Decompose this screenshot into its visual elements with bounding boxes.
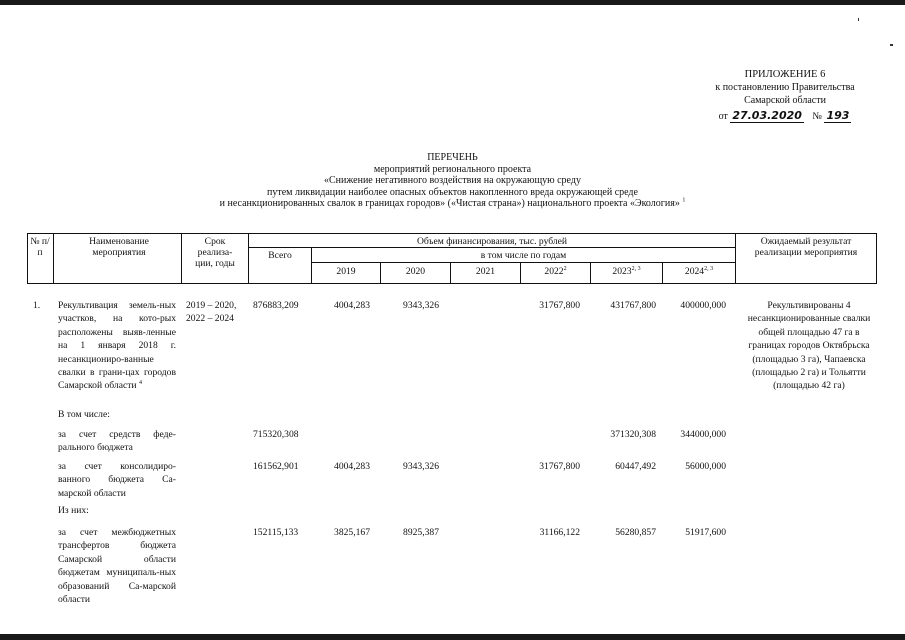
grid-line: [27, 233, 877, 234]
grid-line: [248, 247, 736, 248]
scan-speck: [890, 44, 893, 46]
label-of-them: Из них:: [58, 505, 89, 516]
heading-line-3: путем ликвидации наиболее опасных объектов накопленного вреда окружающей среде: [267, 186, 638, 198]
header-year-2024-label: 2024: [684, 266, 705, 277]
header-year-2022-label: 2022: [544, 266, 564, 277]
header-year-2023: [591, 266, 662, 277]
row-consolidated-2019: 4004,283: [334, 461, 370, 472]
footnote-mark: 1: [682, 198, 686, 205]
scan-speck: [858, 18, 859, 21]
label-including: В том числе:: [58, 409, 110, 420]
row-federal-2024: 344000,000: [680, 429, 726, 440]
row1-2022: 31767,800: [539, 300, 580, 311]
grid-line: [27, 233, 28, 283]
footnote-mark: 2, 3: [631, 265, 641, 272]
heading-line-1: мероприятий регионального проекта: [373, 163, 532, 175]
date-prefix: от: [718, 111, 728, 122]
row-federal-2023: 371320,308: [610, 429, 656, 440]
header-result: Ожидаемый результат реализации мероприятия: [754, 236, 858, 258]
header-total: Всего: [268, 250, 292, 261]
grid-line: [876, 233, 877, 283]
row-consolidated-total: 161562,901: [253, 461, 299, 472]
header-year-2024: [663, 266, 735, 277]
header-financing: Объем финансирования, тыс. рублей: [416, 236, 568, 247]
appendix-block: [690, 68, 880, 123]
appendix-line-1: к постановлению Правительства: [715, 82, 855, 93]
header-year-2020: 2020: [405, 266, 426, 277]
heading-line-2: «Снижение негативного воздействия на окружающую среду: [324, 175, 581, 187]
scan-top-edge: [0, 0, 905, 5]
grid-line: [735, 233, 736, 283]
header-year-2022: [521, 266, 590, 277]
row1-result: Рекультивированы 4 несанкционированные свалки общей площадью 47 га в границах городов Октябрьска (площадью 3 га), Чапаевска (площадью 2 га) и Тольятти (площадью 42 га): [747, 300, 871, 392]
row-transfers-2024: 51917,600: [685, 527, 726, 538]
row1-2019: 4004,283: [334, 300, 370, 311]
row1-number: 1.: [33, 300, 41, 311]
row-consolidated-2020: 9343,326: [403, 461, 439, 472]
heading-line-4-text: и несанкционированных свалок в границах городов» («Чистая страна») национального проекта «Экология»: [219, 198, 680, 210]
row-transfers-2023: 56280,857: [615, 527, 656, 538]
grid-line: [311, 247, 312, 283]
row1-period: 2019 – 2020, 2022 – 2024: [186, 300, 237, 325]
heading-title: ПЕРЕЧЕНЬ: [427, 152, 478, 163]
row-transfers-2019: 3825,167: [334, 527, 370, 538]
appendix-date-line: [690, 109, 880, 123]
grid-line: [181, 233, 182, 283]
scan-bottom-edge: [0, 634, 905, 640]
grid-line: [27, 283, 877, 284]
row-transfers-2020: 8925,387: [403, 527, 439, 538]
row1-2023: 431767,800: [610, 300, 656, 311]
number-prefix: №: [812, 111, 822, 122]
row1-name-text: Рекультивация земель-ных участков, на кото-рых расположены выяв-ленные на 1 января 2018 г. несанкциониро-ванные свалки в грани-цах городов Самарской области: [58, 300, 176, 392]
row-consolidated-2024: 56000,000: [685, 461, 726, 472]
grid-line: [53, 233, 54, 283]
footnote-mark: 4: [138, 380, 142, 387]
header-number: № п/п: [30, 236, 50, 258]
header-period: Срок реализа-ции, годы: [195, 236, 235, 269]
row1-total: 876883,209: [253, 300, 299, 311]
grid-line: [311, 262, 736, 263]
header-by-years: в том числе по годам: [480, 250, 567, 261]
header-name: Наименование мероприятия: [89, 236, 149, 258]
row-consolidated-2023: 60447,492: [615, 461, 656, 472]
row-transfers-2022: 31166,122: [539, 527, 580, 538]
header-year-2023-label: 2023: [612, 266, 632, 277]
row-consolidated-2022: 31767,800: [539, 461, 580, 472]
header-year-2021: 2021: [475, 266, 496, 277]
row1-name: [58, 299, 176, 393]
appendix-title: ПРИЛОЖЕНИЕ 6: [744, 69, 826, 80]
row-federal-total: 715320,308: [253, 429, 299, 440]
row1-2020: 9343,326: [403, 300, 439, 311]
footnote-mark: 2: [563, 265, 567, 272]
row1-2024: 400000,000: [680, 300, 726, 311]
decree-date: 27.03.2020: [732, 109, 802, 122]
heading-line-4: [150, 198, 755, 210]
header-year-2019: 2019: [336, 266, 356, 277]
row-federal-name: за счет средств феде-рального бюджета: [58, 429, 176, 454]
grid-line: [248, 233, 249, 283]
decree-number: 193: [826, 109, 850, 122]
row-transfers-name: за счет межбюджетных трансфертов бюджета Самарской области бюджетам муниципаль-ных образований Са-марской области: [58, 527, 176, 606]
appendix-line-2: Самарской области: [744, 95, 826, 106]
row-consolidated-name: за счет консолидиро-ванного бюджета Са-марской области: [58, 461, 176, 499]
row-transfers-total: 152115,133: [253, 527, 299, 538]
document-heading: [150, 152, 755, 210]
footnote-mark: 2, 3: [704, 265, 714, 272]
